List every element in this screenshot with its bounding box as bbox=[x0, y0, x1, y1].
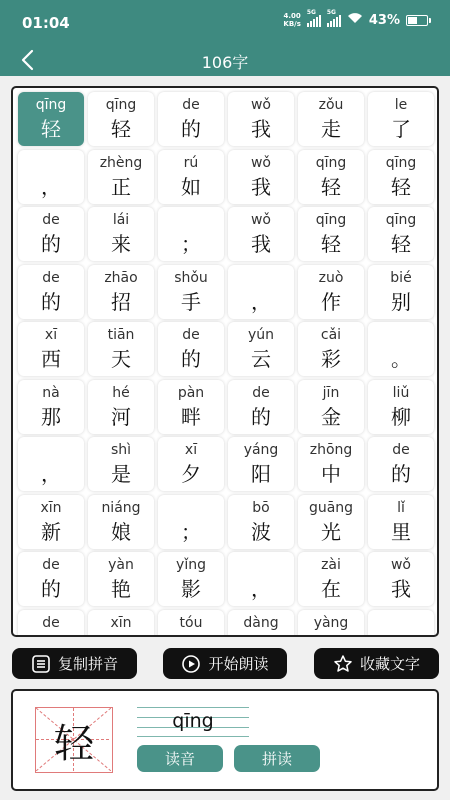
cell-hanzi: 的 bbox=[181, 347, 201, 371]
cell-pinyin: zài bbox=[321, 557, 341, 573]
cell-pinyin: le bbox=[394, 97, 408, 113]
cell-pinyin: qīng bbox=[385, 154, 417, 171]
cell-hanzi: 中 bbox=[321, 462, 341, 486]
character-cell[interactable] bbox=[158, 495, 224, 549]
character-cell[interactable] bbox=[88, 610, 154, 638]
character-cell[interactable] bbox=[368, 610, 434, 638]
character-cell[interactable] bbox=[298, 552, 364, 606]
cell-pinyin: shǒu bbox=[174, 269, 208, 286]
cell-pinyin: liǔ bbox=[392, 384, 410, 401]
cell-pinyin: tóu bbox=[179, 614, 203, 631]
star-icon bbox=[333, 654, 353, 674]
cell-pinyin: de bbox=[42, 557, 60, 573]
cell-pinyin: de bbox=[42, 614, 60, 631]
character-cell[interactable] bbox=[228, 265, 294, 319]
character-cell[interactable] bbox=[88, 495, 154, 549]
cell-hanzi: 走 bbox=[321, 117, 341, 141]
page-title: 106字 bbox=[201, 53, 249, 72]
character-cell[interactable] bbox=[158, 380, 224, 434]
cell-pinyin: nà bbox=[42, 384, 60, 401]
cell-pinyin: yàn bbox=[108, 557, 134, 573]
character-cell[interactable] bbox=[298, 610, 364, 638]
cell-hanzi: 别 bbox=[391, 289, 411, 314]
character-cell[interactable] bbox=[368, 322, 434, 376]
character-cell[interactable] bbox=[88, 92, 154, 146]
character-cell[interactable] bbox=[368, 552, 434, 606]
cell-hanzi: ， bbox=[41, 174, 61, 199]
cell-pinyin: cǎi bbox=[320, 327, 342, 343]
character-cell[interactable] bbox=[228, 437, 294, 491]
cell-hanzi: 我 bbox=[391, 577, 411, 601]
network-speed: 4.00 KB/s bbox=[283, 12, 301, 28]
character-cell[interactable] bbox=[228, 150, 294, 204]
signal-icon: 5G bbox=[307, 13, 321, 27]
cell-hanzi: 彩 bbox=[321, 347, 341, 371]
character-cell[interactable] bbox=[228, 380, 294, 434]
cell-pinyin: xī bbox=[44, 327, 58, 343]
cell-hanzi: 娘 bbox=[111, 519, 131, 544]
character-cell[interactable] bbox=[368, 265, 434, 319]
cell-pinyin: yàng bbox=[313, 614, 349, 631]
wifi-icon bbox=[347, 12, 363, 28]
cell-hanzi: 是 bbox=[111, 462, 131, 486]
battery-icon bbox=[406, 15, 428, 26]
cell-hanzi: 了 bbox=[391, 117, 411, 141]
cell-hanzi: 西 bbox=[41, 347, 61, 371]
cell-hanzi: ； bbox=[181, 232, 201, 256]
cell-hanzi: ， bbox=[251, 577, 271, 601]
cell-pinyin: wǒ bbox=[390, 557, 411, 573]
cell-hanzi: ， bbox=[251, 289, 271, 314]
cell-hanzi: 河 bbox=[111, 404, 131, 429]
status-bar bbox=[0, 0, 450, 44]
character-cell[interactable] bbox=[18, 207, 84, 261]
character-cell[interactable] bbox=[298, 322, 364, 376]
character-cell[interactable] bbox=[18, 92, 84, 146]
character-cell[interactable] bbox=[88, 380, 154, 434]
cell-pinyin: pàn bbox=[177, 384, 205, 401]
detail-pinyin: qīng bbox=[172, 710, 214, 732]
cell-hanzi: 云 bbox=[251, 347, 271, 371]
cell-hanzi: 柳 bbox=[391, 404, 411, 429]
cell-hanzi: 里 bbox=[391, 519, 411, 544]
character-cell[interactable] bbox=[18, 437, 84, 491]
character-cell[interactable] bbox=[228, 495, 294, 549]
cell-pinyin: de bbox=[252, 384, 270, 401]
character-cell[interactable] bbox=[18, 150, 84, 204]
cell-pinyin: wǒ bbox=[250, 154, 271, 171]
character-cell[interactable] bbox=[298, 150, 364, 204]
cell-pinyin: de bbox=[42, 212, 60, 228]
cell-pinyin: rú bbox=[183, 154, 199, 171]
cell-hanzi: 的 bbox=[41, 289, 61, 314]
cell-hanzi: ， bbox=[41, 462, 61, 486]
cell-pinyin: xīn bbox=[40, 499, 62, 516]
character-cell[interactable] bbox=[368, 92, 434, 146]
cell-hanzi: 那 bbox=[41, 404, 61, 429]
cell-pinyin: xīn bbox=[110, 614, 132, 631]
character-cell[interactable] bbox=[158, 552, 224, 606]
cell-hanzi: 天 bbox=[111, 347, 131, 371]
cell-hanzi: 轻 bbox=[321, 174, 341, 199]
character-cell[interactable] bbox=[368, 437, 434, 491]
cell-pinyin: lái bbox=[112, 212, 130, 228]
cell-pinyin: zhōng bbox=[309, 442, 353, 458]
character-cell[interactable] bbox=[18, 380, 84, 434]
cell-pinyin: zhāo bbox=[104, 269, 138, 286]
cell-pinyin: de bbox=[392, 442, 410, 458]
cell-hanzi: 手 bbox=[181, 289, 201, 314]
character-cell[interactable] bbox=[18, 495, 84, 549]
cell-hanzi: 作 bbox=[321, 289, 341, 314]
character-cell[interactable] bbox=[158, 207, 224, 261]
cell-pinyin: yǐng bbox=[176, 557, 206, 573]
character-cell[interactable] bbox=[158, 150, 224, 204]
character-cell[interactable] bbox=[158, 265, 224, 319]
cell-hanzi: 的 bbox=[41, 232, 61, 256]
header-bar bbox=[0, 44, 450, 76]
cell-hanzi: 我 bbox=[251, 232, 271, 256]
cell-hanzi: ； bbox=[181, 519, 201, 544]
character-cell[interactable] bbox=[298, 92, 364, 146]
signal-icon-2: 5G bbox=[327, 13, 341, 27]
tian-zi-grid bbox=[35, 707, 113, 773]
character-cell[interactable] bbox=[88, 322, 154, 376]
cell-pinyin: de bbox=[42, 269, 60, 286]
copy-pinyin-button[interactable]: 复制拼音 bbox=[12, 648, 137, 679]
cell-hanzi: 的 bbox=[181, 117, 201, 141]
character-cell[interactable] bbox=[298, 495, 364, 549]
battery-percent: 43% bbox=[368, 12, 400, 28]
cell-pinyin: qīng bbox=[315, 154, 347, 171]
cell-pinyin: shì bbox=[110, 442, 132, 458]
cell-pinyin: jīn bbox=[322, 384, 340, 401]
character-detail-panel bbox=[11, 689, 439, 791]
cell-hanzi: 轻 bbox=[321, 232, 341, 256]
character-cell[interactable] bbox=[88, 552, 154, 606]
character-cell[interactable] bbox=[158, 322, 224, 376]
cell-hanzi: 新 bbox=[41, 519, 61, 544]
character-grid-panel[interactable] bbox=[11, 86, 439, 637]
cell-pinyin: niáng bbox=[101, 499, 141, 516]
character-cell[interactable] bbox=[298, 207, 364, 261]
character-cell[interactable] bbox=[18, 322, 84, 376]
character-cell[interactable] bbox=[18, 610, 84, 638]
detail-character: 轻 bbox=[54, 720, 94, 767]
cell-hanzi: 影 bbox=[181, 577, 201, 601]
character-grid bbox=[18, 92, 434, 637]
character-cell[interactable] bbox=[298, 380, 364, 434]
cell-pinyin: wǒ bbox=[250, 212, 271, 228]
cell-hanzi: 轻 bbox=[111, 117, 131, 141]
cell-pinyin: dàng bbox=[243, 614, 279, 631]
character-cell[interactable] bbox=[88, 150, 154, 204]
character-cell[interactable] bbox=[158, 610, 224, 638]
cell-pinyin: zuò bbox=[318, 269, 344, 286]
character-cell[interactable] bbox=[368, 495, 434, 549]
cell-pinyin: xī bbox=[184, 442, 198, 458]
cell-hanzi: 来 bbox=[111, 232, 131, 256]
character-cell[interactable] bbox=[228, 92, 294, 146]
start-reading-button[interactable]: 开始朗读 bbox=[163, 648, 287, 679]
status-time: 01:04 bbox=[22, 14, 70, 32]
cell-hanzi: 招 bbox=[111, 289, 131, 314]
cell-hanzi: 阳 bbox=[251, 462, 271, 486]
play-circle-icon bbox=[181, 654, 201, 674]
cell-hanzi: 艳 bbox=[111, 577, 131, 601]
cell-pinyin: yáng bbox=[243, 442, 279, 458]
cell-hanzi: 。 bbox=[391, 347, 411, 371]
cell-hanzi: 波 bbox=[251, 519, 271, 544]
character-cell[interactable] bbox=[88, 265, 154, 319]
cell-pinyin: qīng bbox=[35, 97, 67, 113]
spell-read-button[interactable]: 拼读 bbox=[234, 745, 320, 772]
cell-pinyin: de bbox=[182, 327, 200, 343]
cell-hanzi: 光 bbox=[321, 519, 341, 544]
character-cell[interactable] bbox=[88, 437, 154, 491]
cell-pinyin: bié bbox=[390, 269, 412, 286]
character-cell[interactable] bbox=[228, 322, 294, 376]
cell-hanzi: 夕 bbox=[181, 462, 201, 486]
cell-hanzi: 轻 bbox=[391, 232, 411, 256]
pinyin-lines bbox=[137, 707, 249, 737]
cell-pinyin: zhèng bbox=[99, 154, 143, 171]
cell-hanzi: 轻 bbox=[391, 174, 411, 199]
cell-pinyin: de bbox=[182, 97, 200, 113]
character-cell[interactable] bbox=[298, 437, 364, 491]
cell-pinyin: qīng bbox=[105, 97, 137, 113]
character-cell[interactable] bbox=[158, 92, 224, 146]
cell-hanzi: 正 bbox=[111, 174, 131, 199]
character-cell[interactable] bbox=[228, 610, 294, 638]
character-cell[interactable] bbox=[368, 207, 434, 261]
cell-pinyin: wǒ bbox=[250, 97, 271, 113]
cell-pinyin: lǐ bbox=[397, 499, 405, 516]
cell-hanzi: 如 bbox=[181, 174, 201, 199]
character-cell[interactable] bbox=[298, 265, 364, 319]
cell-hanzi: 金 bbox=[321, 404, 341, 429]
cell-pinyin: hé bbox=[112, 384, 130, 401]
favorite-text-button[interactable]: 收藏文字 bbox=[314, 648, 439, 679]
cell-hanzi: 的 bbox=[41, 577, 61, 601]
cell-pinyin: qīng bbox=[315, 212, 347, 228]
cell-hanzi: 我 bbox=[251, 117, 271, 141]
cell-hanzi: 的 bbox=[251, 404, 271, 429]
character-cell[interactable] bbox=[368, 150, 434, 204]
cell-hanzi: 我 bbox=[251, 174, 271, 199]
cell-hanzi: 的 bbox=[391, 462, 411, 486]
cell-pinyin: bō bbox=[252, 499, 270, 516]
pronounce-button[interactable]: 读音 bbox=[137, 745, 223, 772]
character-cell[interactable] bbox=[88, 207, 154, 261]
cell-pinyin: guāng bbox=[308, 499, 354, 516]
cell-hanzi: 畔 bbox=[181, 404, 201, 429]
character-cell[interactable] bbox=[18, 265, 84, 319]
cell-hanzi: 轻 bbox=[41, 117, 61, 141]
cell-pinyin: yún bbox=[247, 327, 275, 343]
status-icons bbox=[283, 9, 428, 28]
character-cell[interactable] bbox=[228, 207, 294, 261]
cell-hanzi: 在 bbox=[321, 577, 341, 601]
character-cell[interactable] bbox=[228, 552, 294, 606]
cell-pinyin: tiān bbox=[107, 327, 135, 343]
cell-pinyin: qīng bbox=[385, 212, 417, 228]
character-cell[interactable] bbox=[158, 437, 224, 491]
cell-pinyin: zǒu bbox=[318, 97, 344, 113]
list-icon bbox=[31, 654, 51, 674]
character-cell[interactable] bbox=[18, 552, 84, 606]
character-cell[interactable] bbox=[368, 380, 434, 434]
